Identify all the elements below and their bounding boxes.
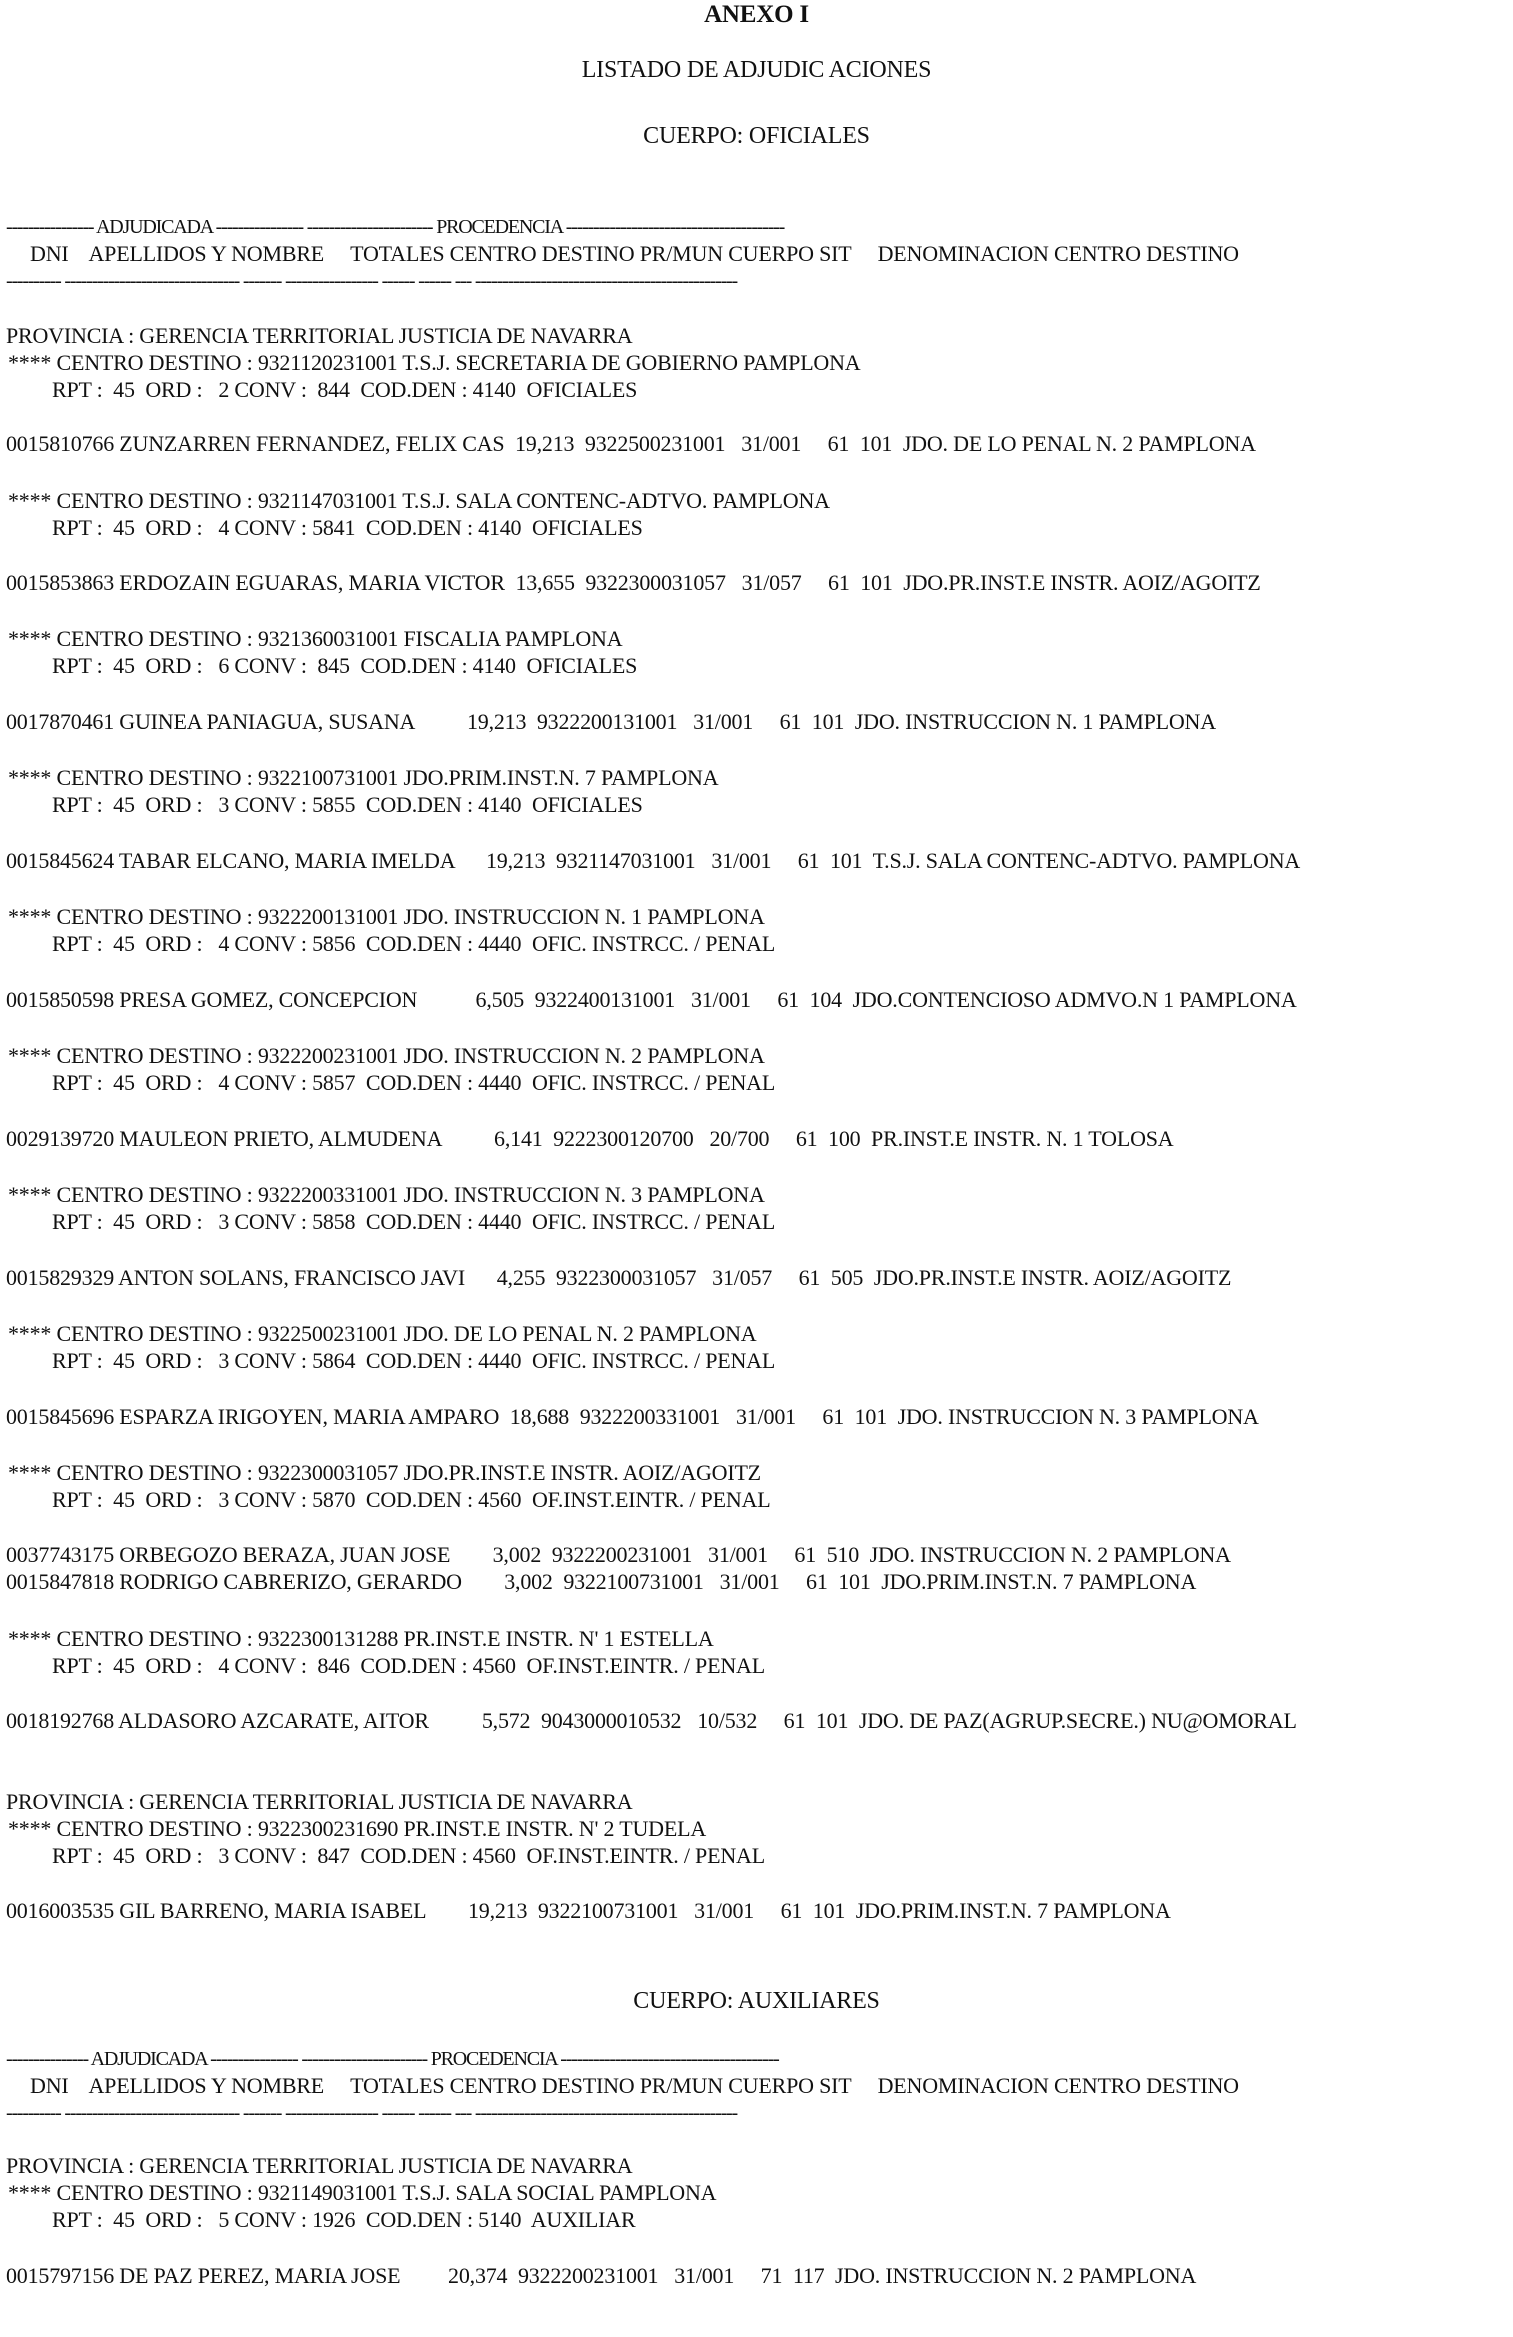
provincia-line: PROVINCIA : GERENCIA TERRITORIAL JUSTICIA DE NAVARRA [6, 2153, 633, 2178]
centro-destino-line: **** CENTRO DESTINO : 9322200131001 JDO. INSTRUCCION N. 1 PAMPLONA [8, 904, 765, 929]
adjudication-row: 0017870461 GUINEA PANIAGUA, SUSANA 19,213 9322200131001 31/001 61 101 JDO. INSTRUCCION N. 1 PAMPLONA [6, 709, 1216, 734]
centro-destino-line: **** CENTRO DESTINO : 9321149031001 T.S.J. SALA SOCIAL PAMPLONA [8, 2180, 717, 2205]
cuerpo-heading: CUERPO: AUXILIARES [633, 1988, 880, 2014]
adjudication-row: 0015850598 PRESA GOMEZ, CONCEPCION 6,505 9322400131001 31/001 61 104 JDO.CONTENCIOSO ADMVO.N 1 PAMPLONA [6, 987, 1297, 1012]
rpt-line: RPT : 45 ORD : 6 CONV : 845 COD.DEN : 4140 OFICIALES [52, 653, 638, 678]
centro-destino-line: **** CENTRO DESTINO : 9321120231001 T.S.J. SECRETARIA DE GOBIERNO PAMPLONA [8, 350, 861, 375]
centro-destino-line: **** CENTRO DESTINO : 9322300031057 JDO.PR.INST.E INSTR. AOIZ/AGOITZ [8, 1460, 761, 1485]
provincia-line: PROVINCIA : GERENCIA TERRITORIAL JUSTICIA DE NAVARRA [6, 1789, 633, 1814]
centro-destino-line: **** CENTRO DESTINO : 9322300231690 PR.INST.E INSTR. N' 2 TUDELA [8, 1816, 707, 1841]
column-header: DNI APELLIDOS Y NOMBRE TOTALES CENTRO DESTINO PR/MUN CUERPO SIT DENOMINACION CENTRO DESTINO [30, 2073, 1239, 2098]
rpt-line: RPT : 45 ORD : 4 CONV : 846 COD.DEN : 4560 OF.INST.EINTR. / PENAL [52, 1653, 765, 1678]
rpt-line: RPT : 45 ORD : 5 CONV : 1926 COD.DEN : 5140 AUXILIAR [52, 2207, 636, 2232]
document-title: ANEXO I [704, 1, 809, 28]
rpt-line: RPT : 45 ORD : 3 CONV : 5855 COD.DEN : 4140 OFICIALES [52, 792, 643, 817]
adjudication-row: 0015845696 ESPARZA IRIGOYEN, MARIA AMPARO 18,688 9322200331001 31/001 61 101 JDO. INSTRUCCION N. 3 PAMPLONA [6, 1404, 1259, 1429]
rpt-line: RPT : 45 ORD : 2 CONV : 844 COD.DEN : 4140 OFICIALES [52, 377, 638, 402]
adjudication-row: 0016003535 GIL BARRENO, MARIA ISABEL 19,213 9322100731001 31/001 61 101 JDO.PRIM.INST.N. 7 PAMPLONA [6, 1898, 1171, 1923]
centro-destino-line: **** CENTRO DESTINO : 9322300131288 PR.INST.E INSTR. N' 1 ESTELLA [8, 1626, 714, 1651]
document-subtitle: LISTADO DE ADJUDIC ACIONES [581, 57, 932, 83]
adjudication-row: 0015845624 TABAR ELCANO, MARIA IMELDA 19,213 9321147031001 31/001 61 101 T.S.J. SALA CONTENC-ADTVO. PAMPLONA [6, 848, 1301, 873]
centro-destino-line: **** CENTRO DESTINO : 9322200331001 JDO. INSTRUCCION N. 3 PAMPLONA [8, 1182, 765, 1207]
centro-destino-line: **** CENTRO DESTINO : 9321147031001 T.S.J. SALA CONTENC-ADTVO. PAMPLONA [8, 488, 830, 513]
column-header: DNI APELLIDOS Y NOMBRE TOTALES CENTRO DESTINO PR/MUN CUERPO SIT DENOMINACION CENTRO DESTINO [30, 241, 1239, 266]
adjudication-row: 0015853863 ERDOZAIN EGUARAS, MARIA VICTOR 13,655 9322300031057 31/057 61 101 JDO.PR.INST.E INSTR. AOIZ/AGOITZ [6, 570, 1261, 595]
rpt-line: RPT : 45 ORD : 3 CONV : 847 COD.DEN : 4560 OF.INST.EINTR. / PENAL [52, 1843, 765, 1868]
adjudication-row: 0018192768 ALDASORO AZCARATE, AITOR 5,572 9043000010532 10/532 61 101 JDO. DE PAZ(AGRUP.SECRE.) NU@OMORAL [6, 1708, 1297, 1733]
centro-destino-line: **** CENTRO DESTINO : 9321360031001 FISCALIA PAMPLONA [8, 626, 623, 651]
adjudication-row: 0015810766 ZUNZARREN FERNANDEZ, FELIX CAS 19,213 9322500231001 31/001 61 101 JDO. DE LO PENAL N. 2 PAMPLONA [6, 431, 1256, 456]
adjudication-row: 0015797156 DE PAZ PEREZ, MARIA JOSE 20,374 9322200231001 31/001 71 117 JDO. INSTRUCCION N. 2 PAMPLONA [6, 2263, 1197, 2288]
rpt-line: RPT : 45 ORD : 4 CONV : 5856 COD.DEN : 4440 OFIC. INSTRCC. / PENAL [52, 931, 776, 956]
centro-destino-line: **** CENTRO DESTINO : 9322500231001 JDO. DE LO PENAL N. 2 PAMPLONA [8, 1321, 757, 1346]
adjudication-row: 0037743175 ORBEGOZO BERAZA, JUAN JOSE 3,002 9322200231001 31/001 61 510 JDO. INSTRUCCION N. 2 PAMPLONA [6, 1542, 1231, 1567]
rpt-line: RPT : 45 ORD : 4 CONV : 5857 COD.DEN : 4440 OFIC. INSTRCC. / PENAL [52, 1070, 776, 1095]
rpt-line: RPT : 45 ORD : 4 CONV : 5841 COD.DEN : 4140 OFICIALES [52, 515, 643, 540]
rpt-line: RPT : 45 ORD : 3 CONV : 5858 COD.DEN : 4440 OFIC. INSTRCC. / PENAL [52, 1209, 776, 1234]
column-header-rule: ---------- -------------------------------- ------- ----------------- ------ ------ --- ------------------------------------------------ [6, 270, 737, 292]
cuerpo-heading: CUERPO: OFICIALES [643, 123, 870, 149]
provincia-line: PROVINCIA : GERENCIA TERRITORIAL JUSTICIA DE NAVARRA [6, 323, 633, 348]
column-group-header: --------------- ADJUDICADA ---------------- ----------------------- PROCEDENCIA ---------------------------------------- [6, 2048, 779, 2070]
centro-destino-line: **** CENTRO DESTINO : 9322200231001 JDO. INSTRUCCION N. 2 PAMPLONA [8, 1043, 765, 1068]
adjudication-row: 0015847818 RODRIGO CABRERIZO, GERARDO 3,002 9322100731001 31/001 61 101 JDO.PRIM.INST.N. 7 PAMPLONA [6, 1569, 1197, 1594]
rpt-line: RPT : 45 ORD : 3 CONV : 5870 COD.DEN : 4560 OF.INST.EINTR. / PENAL [52, 1487, 771, 1512]
column-header-rule: ---------- -------------------------------- ------- ----------------- ------ ------ --- ------------------------------------------------ [6, 2102, 737, 2124]
centro-destino-line: **** CENTRO DESTINO : 9322100731001 JDO.PRIM.INST.N. 7 PAMPLONA [8, 765, 719, 790]
rpt-line: RPT : 45 ORD : 3 CONV : 5864 COD.DEN : 4440 OFIC. INSTRCC. / PENAL [52, 1348, 776, 1373]
adjudication-row: 0015829329 ANTON SOLANS, FRANCISCO JAVI 4,255 9322300031057 31/057 61 505 JDO.PR.INST.E INSTR. AOIZ/AGOITZ [6, 1265, 1232, 1290]
column-group-header: ---------------- ADJUDICADA ---------------- ----------------------- PROCEDENCIA ---------------------------------------- [6, 216, 785, 238]
adjudication-row: 0029139720 MAULEON PRIETO, ALMUDENA 6,141 9222300120700 20/700 61 100 PR.INST.E INSTR. N. 1 TOLOSA [6, 1126, 1174, 1151]
